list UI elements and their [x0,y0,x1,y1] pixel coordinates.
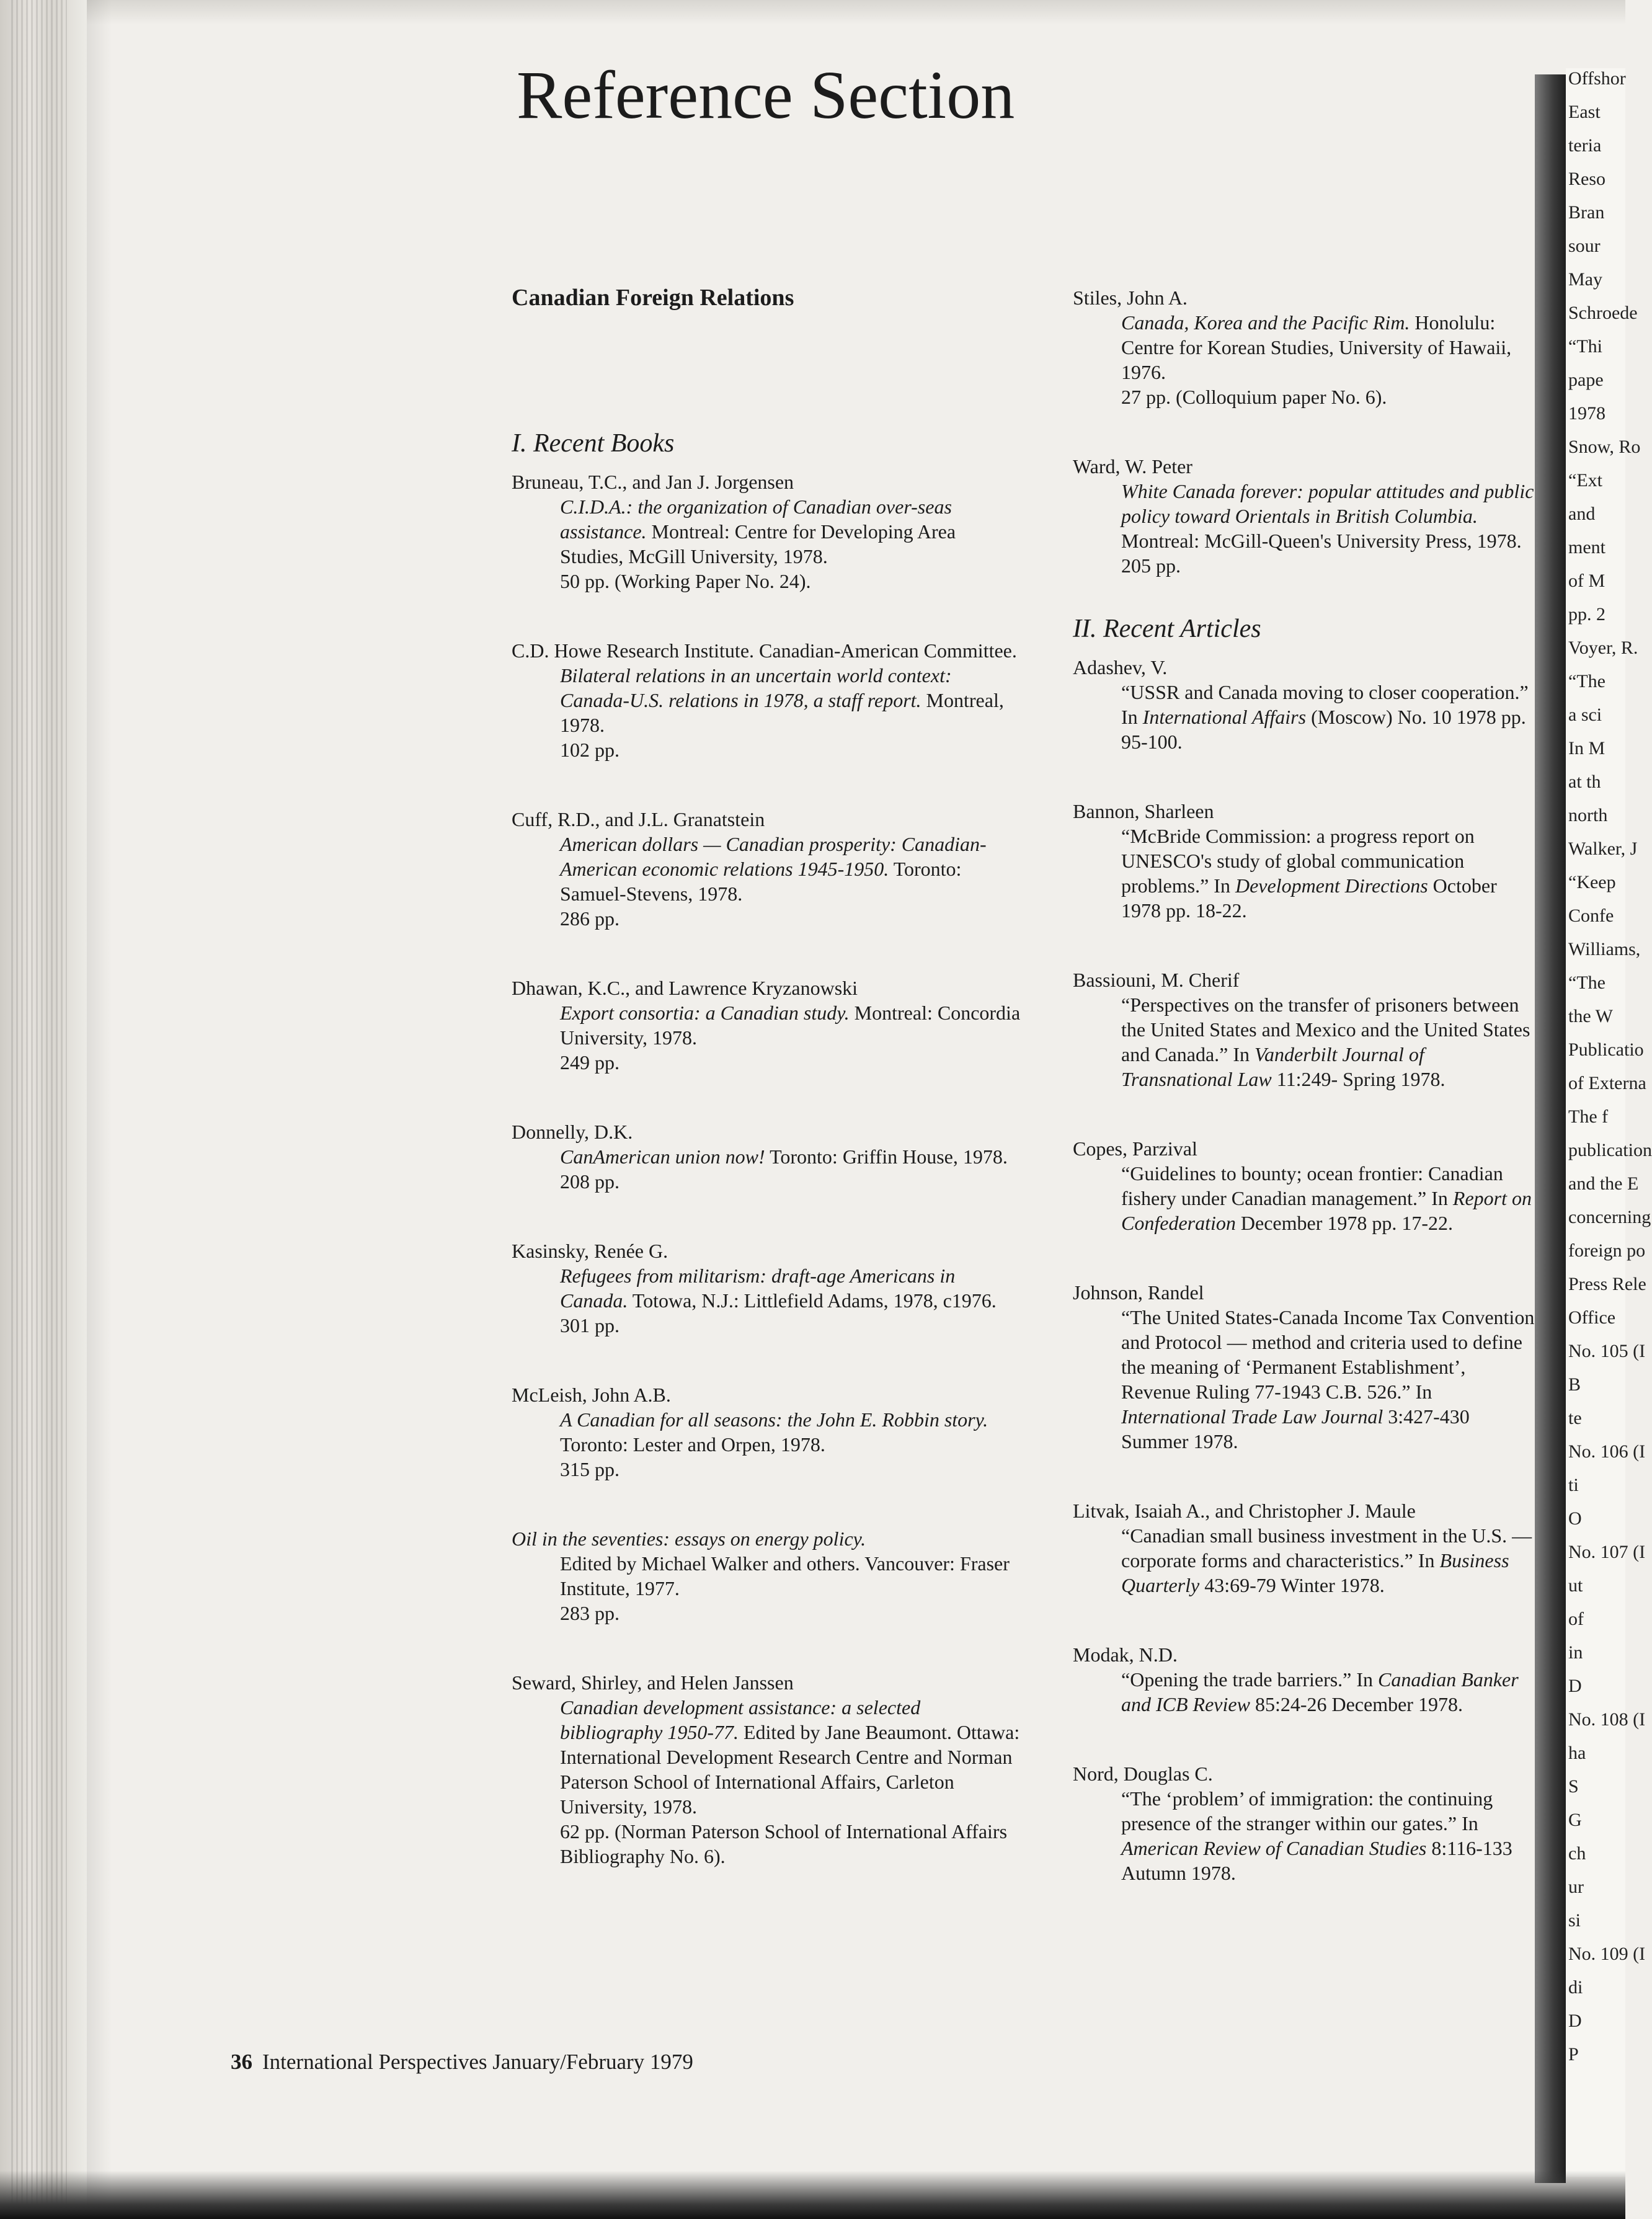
adjacent-text-fragment: No. 109 (I [1568,1944,1646,1964]
article-entry [1073,1280,1535,1454]
adjacent-page [1566,68,1652,2177]
adjacent-text-fragment: Williams, [1568,939,1641,959]
article-entry [1073,1136,1535,1235]
adjacent-text-fragment: ha [1568,1743,1586,1763]
book-entry [512,1670,1023,1869]
entry-details [1073,310,1535,385]
entry-title: A Canadian for all seasons: the John E. Robbin story. [560,1408,988,1431]
entry-title: CanAmerican union now! [560,1145,765,1168]
entry-pages: 102 pp. [560,739,620,761]
entry-details [512,1695,1023,1819]
book-list [512,469,1023,1869]
entry-pages: 62 pp. (Norman Paterson School of International Affairs Bibliography No. 6). [560,1820,1008,1867]
adjacent-text-fragment: 1978 [1568,403,1605,424]
entry-author: Nord, Douglas C. [1073,1763,1213,1785]
adjacent-text-fragment: Voyer, R. [1568,638,1638,658]
entry-pages: 286 pp. [560,907,620,930]
adjacent-text-fragment: the W [1568,1006,1613,1026]
topic-heading: Canadian Foreign Relations [512,285,794,311]
adjacent-text-fragment: a sci [1568,705,1602,725]
adjacent-text-fragment: in [1568,1642,1583,1663]
binding-shadow [87,0,112,2219]
citation: October 1978 pp. 18-22. [1121,874,1497,922]
entry-details [512,494,1023,569]
adjacent-text-fragment: Office [1568,1307,1616,1328]
citation: 8:116-133 Autumn 1978. [1121,1837,1512,1884]
publication-line: International Perspectives January/February 1979 [262,2050,693,2074]
entry-author: Stiles, John A. [1073,287,1188,309]
article-list [1073,655,1535,1885]
citation: 85:24-26 December 1978. [1250,1693,1463,1715]
book-entry [512,1382,1023,1482]
entry-details [512,1000,1023,1050]
adjacent-text-fragment: East [1568,102,1601,122]
citation: December 1978 pp. 17-22. [1235,1212,1453,1234]
adjacent-text-fragment: teria [1568,135,1602,156]
adjacent-text-fragment: Offshor [1568,68,1626,89]
entry-author: McLeish, John A.B. [512,1384,671,1406]
entry-publisher: Montreal: Centre for Developing Area Studies, McGill University, 1978. [560,520,956,567]
adjacent-text-fragment: ti [1568,1475,1579,1495]
entry-publisher: Edited by Michael Walker and others. Vancouver: Fraser Institute, 1977. [560,1552,1010,1599]
entry-author: Dhawan, K.C., and Lawrence Kryzanowski [512,977,858,999]
adjacent-text-fragment: “Thi [1568,336,1602,357]
entry-publisher: Montreal, 1978. [560,689,1004,736]
adjacent-text-fragment: ut [1568,1575,1583,1596]
citation: 43:69-79 Winter 1978. [1199,1574,1385,1596]
entry-author: Bruneau, T.C., and Jan J. Jorgensen [512,471,794,493]
adjacent-text-fragment: Bran [1568,202,1605,223]
adjacent-text-fragment: pp. 2 [1568,604,1605,625]
article-entry [1073,967,1535,1092]
book-entry [512,1238,1023,1338]
entry-title: Canadian development assistance: a selected bibliography 1950-77. [560,1696,921,1743]
citation: (Moscow) No. 10 1978 pp. 95-100. [1121,706,1526,753]
adjacent-text-fragment: Reso [1568,169,1605,189]
entry-publisher: Edited by Jane Beaumont. Ottawa: International Development Research Centre and Norman Paterson School of International Affairs, Carleton University, 1978. [560,1721,1020,1818]
article-title: “USSR and Canada moving to closer cooperation.” In [1121,681,1529,728]
entry-author: C.D. Howe Research Institute. Canadian-American Committee. [512,639,1017,662]
entry-publisher: Montreal: McGill-Queen's University Press, 1978. [1121,530,1522,552]
book-entry [1073,285,1535,409]
adjacent-text-fragment: Confe [1568,905,1614,926]
journal-name: Development Directions [1235,874,1428,897]
adjacent-text-fragment: S [1568,1776,1579,1797]
adjacent-text-fragment: “Keep [1568,872,1616,892]
adjacent-text-fragment: “The [1568,972,1605,993]
adjacent-text-fragment: No. 107 (I [1568,1542,1646,1562]
adjacent-text-fragment: ur [1568,1877,1584,1897]
article-title: “Guidelines to bounty; ocean frontier: Canadian fishery under Canadian management.” In [1121,1162,1503,1209]
adjacent-text-fragment: ch [1568,1843,1586,1864]
book-entry [512,1119,1023,1194]
entry-title: C.I.D.A.: the organization of Canadian over-seas assistance. [560,496,952,543]
entry-title: Bilateral relations in an uncertain world context: Canada-U.S. relations in 1978, a staff report. [560,664,952,711]
journal-name: Business Quarterly [1121,1549,1509,1596]
article-entry [1073,799,1535,923]
entry-publisher: Toronto: Lester and Orpen, 1978. [560,1433,825,1456]
adjacent-text-fragment: Walker, J [1568,838,1638,859]
entry-pages: 27 pp. (Colloquium paper No. 6). [1121,386,1387,408]
entry-details [1073,824,1535,923]
entry-publisher: Toronto: Samuel-Stevens, 1978. [560,858,962,905]
adjacent-text-fragment: Publicatio [1568,1039,1644,1060]
article-entry [1073,1498,1535,1598]
adjacent-text-fragment: si [1568,1910,1581,1931]
entry-details [512,1407,1023,1457]
entry-author: Ward, W. Peter [1073,455,1192,478]
entry-details [1073,1786,1535,1885]
adjacent-text-fragment: of M [1568,571,1605,591]
adjacent-text-fragment: foreign po [1568,1240,1646,1261]
adjacent-text-fragment: D [1568,2011,1582,2031]
entry-author: Bassiouni, M. Cherif [1073,969,1240,991]
book-entry [512,638,1023,762]
adjacent-text-fragment: Press Rele [1568,1274,1646,1294]
adjacent-text-fragment: G [1568,1810,1582,1830]
book-entry [512,469,1023,594]
entry-publisher: Honolulu: Centre for Korean Studies, University of Hawaii, 1976. [1121,311,1512,383]
entry-author: Donnelly, D.K. [512,1121,633,1143]
adjacent-text-fragment: D [1568,1676,1582,1696]
book-list-continued [1073,285,1535,578]
adjacent-text-fragment: Snow, Ro [1568,437,1641,457]
entry-details [1073,479,1535,553]
journal-name: International Trade Law Journal [1121,1405,1383,1428]
article-entry [1073,655,1535,754]
book-entry [512,1526,1023,1625]
adjacent-text-fragment: and [1568,504,1596,524]
adjacent-text-fragment: sour [1568,236,1601,256]
entry-details [512,1551,1023,1601]
adjacent-text-fragment: No. 105 (I [1568,1341,1646,1361]
article-title: “McBride Commission: a progress report on UNESCO's study of global communication problems.” In [1121,825,1475,897]
book-entry [512,976,1023,1075]
book-entry [512,807,1023,931]
article-title: “Perspectives on the transfer of prisoners between the United States and Mexico and the United States and Canada.” In [1121,994,1530,1065]
entry-publisher: Montreal: Concordia University, 1978. [560,1002,1021,1049]
left-column [512,285,1023,1913]
adjacent-text-fragment: north [1568,805,1608,825]
section-heading-books: I. Recent Books [512,429,675,458]
article-title: “Canadian small business investment in the U.S. — corporate forms and characteristics.” In [1121,1524,1532,1572]
entry-title: Export consortia: a Canadian study. [560,1002,850,1024]
citation: 3:427-430 Summer 1978. [1121,1405,1470,1452]
entry-details [1073,1667,1535,1717]
article-title: “Opening the trade barriers.” In [1121,1668,1379,1691]
section-heading-articles: II. Recent Articles [1073,615,1261,643]
entry-author: Adashev, V. [1073,656,1168,678]
entry-title: White Canada forever: popular attitudes and public policy toward Orientals in British Columbia. [1121,480,1534,527]
page-gutter-shadow [1535,74,1566,2183]
article-entry [1073,1642,1535,1717]
citation: 11:249- Spring 1978. [1271,1068,1446,1090]
adjacent-text-fragment: No. 108 (I [1568,1709,1646,1730]
entry-details [1073,992,1535,1092]
entry-author: Litvak, Isaiah A., and Christopher J. Maule [1073,1500,1416,1522]
entry-pages: 249 pp. [560,1051,620,1074]
scan-top-edge [0,0,1625,25]
entry-details [1073,1161,1535,1235]
journal-name: International Affairs [1142,706,1307,728]
entry-publisher: Totowa, N.J.: Littlefield Adams, 1978, c1976. [632,1289,997,1312]
entry-details [512,832,1023,906]
article-title: “The ‘problem’ of immigration: the continuing presence of the stranger within our gates.” In [1121,1787,1493,1834]
adjacent-text-fragment: “The [1568,671,1605,691]
journal-name: Report on Confederation [1121,1187,1532,1234]
adjacent-text-fragment: Schroede [1568,303,1638,323]
adjacent-text-fragment: May [1568,269,1602,290]
adjacent-text-fragment: concerning [1568,1207,1651,1227]
page-title: Reference Section [517,57,1015,133]
entry-pages: 315 pp. [560,1458,620,1480]
book-binding [0,0,87,2219]
article-entry [1073,1761,1535,1885]
entry-pages: 205 pp. [1121,554,1181,577]
adjacent-text-fragment: and the E [1568,1173,1639,1194]
entry-author: Oil in the seventies: essays on energy policy. [512,1528,866,1550]
entry-author: Bannon, Sharleen [1073,800,1214,822]
article-title: “The United States-Canada Income Tax Convention and Protocol — method and criteria used to define the meaning of ‘Permanent Establishment’, Revenue Ruling 77-1943 C.B. 526.” In [1121,1306,1535,1403]
entry-details [1073,680,1535,754]
page-footer [231,2050,693,2074]
scan-bottom-shadow [0,2171,1625,2219]
entry-details [512,1263,1023,1313]
entry-details [512,1144,1023,1169]
entry-title: American dollars — Canadian prosperity: Canadian-American economic relations 1945-1950. [560,833,987,880]
entry-author: Kasinsky, Renée G. [512,1240,668,1262]
right-column [1073,285,1535,1930]
entry-title: Canada, Korea and the Pacific Rim. [1121,311,1410,334]
adjacent-text-fragment: “Ext [1568,470,1602,491]
adjacent-text-fragment: of [1568,1609,1584,1629]
entry-details [1073,1305,1535,1454]
adjacent-text-fragment: publication [1568,1140,1652,1160]
entry-author: Modak, N.D. [1073,1643,1178,1666]
adjacent-text-fragment: In M [1568,738,1605,758]
page-number: 36 [231,2050,252,2074]
entry-pages: 283 pp. [560,1602,620,1624]
entry-details [1073,1523,1535,1598]
adjacent-text-fragment: di [1568,1977,1583,1998]
entry-author: Cuff, R.D., and J.L. Granatstein [512,808,765,830]
book-entry [1073,454,1535,578]
adjacent-text-fragment: The f [1568,1106,1609,1127]
adjacent-text-fragment: te [1568,1408,1582,1428]
adjacent-text-fragment: at th [1568,772,1601,792]
adjacent-text-fragment: P [1568,2044,1579,2065]
entry-title: Refugees from militarism: draft-age Americans in Canada. [560,1265,956,1312]
adjacent-text-fragment: of Externa [1568,1073,1646,1093]
entry-author: Johnson, Randel [1073,1281,1204,1304]
adjacent-text-fragment: O [1568,1508,1582,1529]
entry-author: Seward, Shirley, and Helen Janssen [512,1671,794,1694]
entry-details [512,663,1023,737]
adjacent-text-fragment: B [1568,1374,1581,1395]
entry-publisher: Toronto: Griffin House, 1978. [770,1145,1008,1168]
journal-name: Canadian Banker and ICB Review [1121,1668,1519,1715]
adjacent-text-fragment: ment [1568,537,1605,558]
adjacent-text-fragment: pape [1568,370,1604,390]
entry-pages: 208 pp. [560,1170,620,1193]
journal-name: American Review of Canadian Studies [1121,1837,1427,1859]
entry-pages: 301 pp. [560,1314,620,1336]
entry-pages: 50 pp. (Working Paper No. 24). [560,570,811,592]
adjacent-text-fragment: No. 106 (I [1568,1441,1646,1462]
journal-name: Vanderbilt Journal of Transnational Law [1121,1043,1424,1090]
entry-author: Copes, Parzival [1073,1137,1197,1160]
